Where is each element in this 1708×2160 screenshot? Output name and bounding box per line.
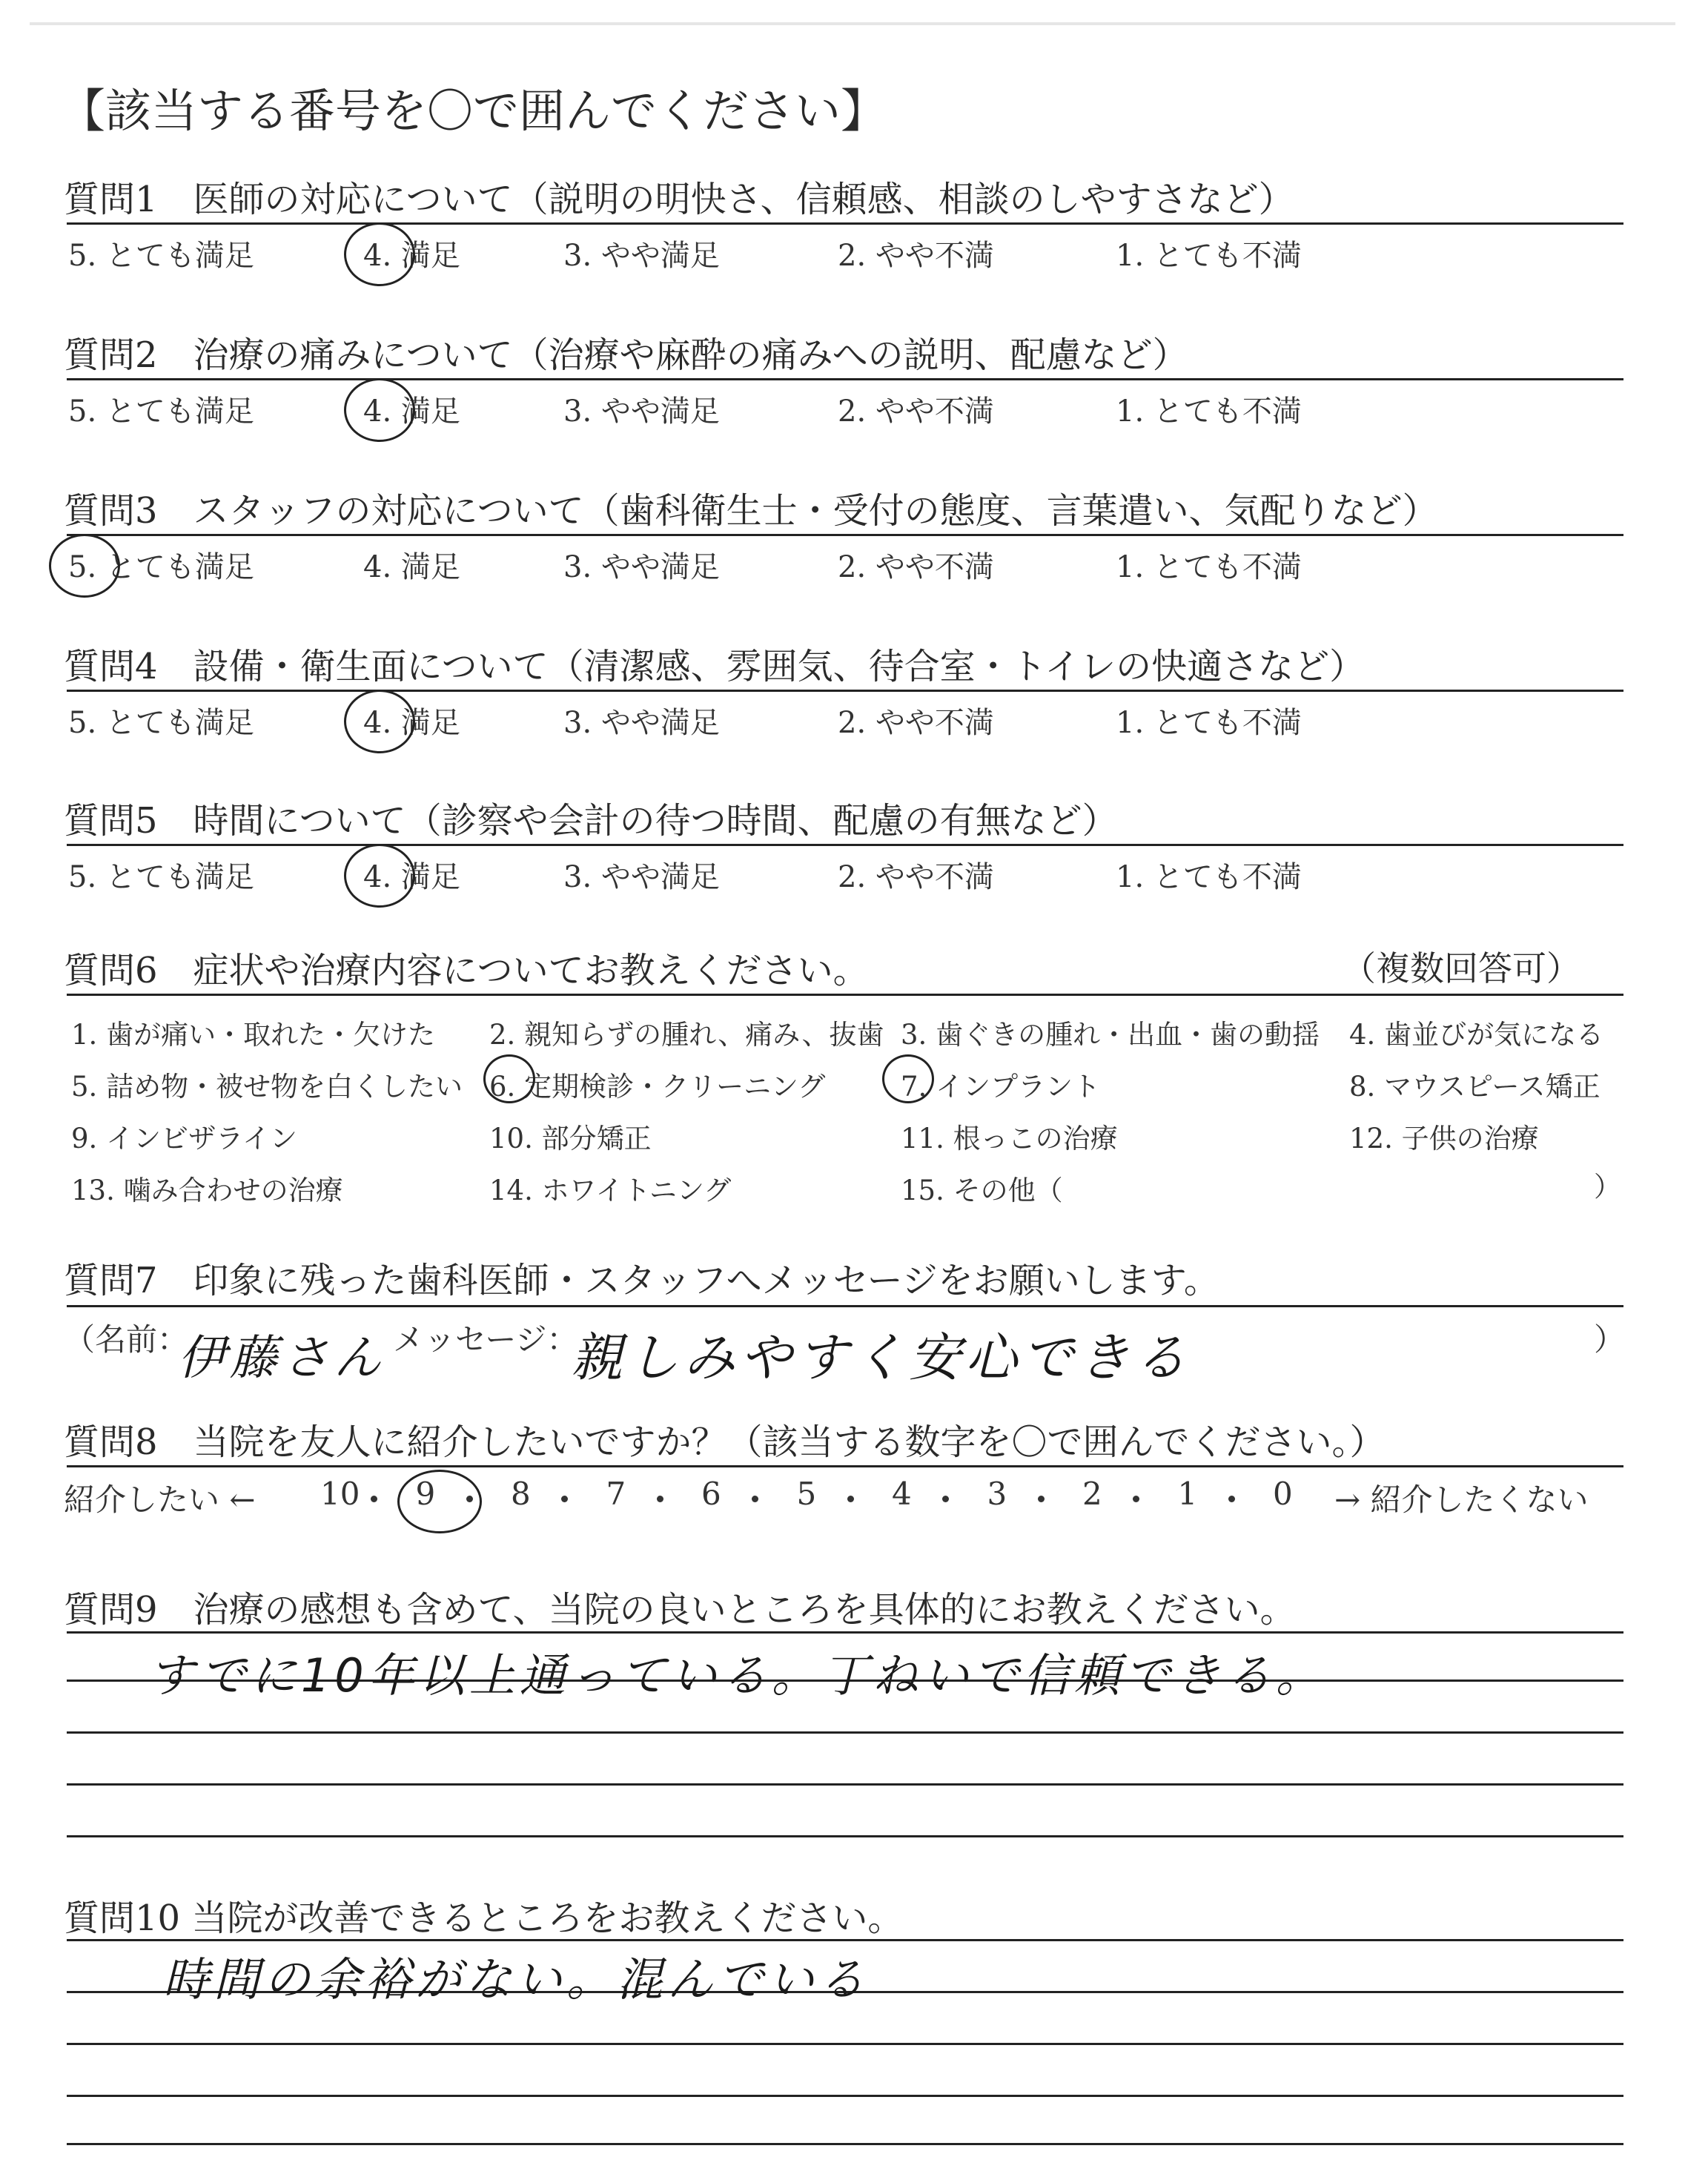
q8-answer-circle — [397, 1470, 482, 1533]
q8-scale-dot — [657, 1496, 663, 1502]
q7-close-paren: ） — [1594, 1321, 1626, 1358]
q2-answer-circle — [344, 378, 415, 442]
q6-item-11[interactable]: 11. 根っこの治療 — [901, 1123, 1118, 1155]
q8-scale-0[interactable]: 0 — [1273, 1476, 1293, 1512]
q8-scale-dot — [1038, 1496, 1045, 1502]
q8-scale-8[interactable]: 8 — [511, 1476, 531, 1512]
q10-answer-handwriting: 時間の余裕がない。混んでいる — [163, 1952, 870, 2007]
q7-message-label: メッセージ： — [393, 1321, 578, 1358]
q6-item-8[interactable]: 8. マウスピース矯正 — [1349, 1071, 1601, 1103]
q5-rule — [67, 844, 1623, 846]
q8-scale-9[interactable]: 9 — [415, 1476, 436, 1512]
q8-scale-dot — [942, 1496, 949, 1502]
q5-answer-circle — [344, 844, 415, 908]
q9-heading: 質問9 治療の感想も含めて、当院の良いところを具体的にお教えください。 — [64, 1589, 1296, 1631]
q6-item-14[interactable]: 14. ホワイトニング — [489, 1175, 732, 1206]
q2-option-3[interactable]: 3. やや満足 — [563, 394, 720, 429]
q10-rule-4 — [67, 2095, 1623, 2097]
q1-rule — [67, 222, 1623, 225]
q9-rule-1 — [67, 1631, 1623, 1634]
q8-scale-dot — [1228, 1496, 1235, 1502]
q3-option-3[interactable]: 3. やや満足 — [563, 550, 720, 584]
q1-answer-circle — [344, 222, 415, 286]
q3-option-1[interactable]: 1. とても不満 — [1116, 550, 1302, 584]
q4-option-2[interactable]: 2. やや不満 — [838, 706, 994, 740]
q1-option-1[interactable]: 1. とても不満 — [1116, 239, 1302, 273]
q3-answer-circle — [49, 534, 120, 598]
q8-scale-3[interactable]: 3 — [987, 1476, 1007, 1512]
q6-item-10[interactable]: 10. 部分矯正 — [489, 1123, 652, 1155]
q4-answer-circle — [344, 690, 415, 753]
q3-option-4[interactable]: 4. 満足 — [363, 550, 460, 584]
q6-item-12[interactable]: 12. 子供の治療 — [1349, 1123, 1539, 1155]
q8-scale-dot — [752, 1496, 758, 1502]
q6-item-15[interactable]: 15. その他（ — [901, 1175, 1063, 1206]
q5-option-4[interactable]: 4. 満足 — [363, 860, 460, 894]
q7-name-label: （名前： — [64, 1321, 189, 1358]
q6-item-5[interactable]: 5. 詰め物・被せ物を白くしたい — [71, 1071, 463, 1103]
q8-right-label: → 紹介したくない — [1334, 1482, 1589, 1518]
q9-rule-3 — [67, 1731, 1623, 1734]
q8-scale-dot — [1133, 1496, 1139, 1502]
page-title: 【該当する番号を〇で囲んでください】 — [59, 84, 887, 138]
q7-message-handwriting: 親しみやすく安心できる — [571, 1327, 1191, 1388]
q4-rule — [67, 690, 1623, 692]
q8-scale-2[interactable]: 2 — [1082, 1476, 1102, 1512]
q10-heading: 質問10 当院が改善できるところをお教えください。 — [64, 1898, 904, 1939]
q4-option-3[interactable]: 3. やや満足 — [563, 706, 720, 740]
q8-scale-7[interactable]: 7 — [606, 1476, 626, 1512]
q8-scale-4[interactable]: 4 — [892, 1476, 912, 1512]
q9-rule-5 — [67, 1835, 1623, 1837]
q6-item-1[interactable]: 1. 歯が痛い・取れた・欠けた — [71, 1019, 436, 1051]
q6-rule — [67, 994, 1623, 996]
q6-item-6[interactable]: 6. 定期検診・クリーニング — [489, 1071, 826, 1103]
q1-option-3[interactable]: 3. やや満足 — [563, 239, 720, 273]
q9-answer-handwriting: すでに10年以上通っている。丁ねいで信頼できる。 — [148, 1648, 1326, 1702]
q3-rule — [67, 534, 1623, 536]
q6-heading: 質問6 症状や治療内容についてお教えください。 — [64, 950, 869, 991]
q8-scale-dot — [561, 1496, 568, 1502]
q6-item-7[interactable]: 7. インプラント — [901, 1071, 1101, 1103]
q8-left-label: 紹介したい ← — [64, 1482, 256, 1518]
q8-heading: 質問8 当院を友人に紹介したいですか？（該当する数字を〇で囲んでください。） — [64, 1421, 1386, 1463]
q8-rule — [67, 1465, 1623, 1467]
q9-rule-4 — [67, 1783, 1623, 1786]
q10-rule-1 — [67, 1939, 1623, 1941]
q6-other-close: ） — [1594, 1171, 1621, 1203]
q3-option-2[interactable]: 2. やや不満 — [838, 550, 994, 584]
q2-option-4[interactable]: 4. 満足 — [363, 394, 460, 429]
q6-note: （複数回答可） — [1342, 948, 1580, 988]
q1-option-2[interactable]: 2. やや不満 — [838, 239, 994, 273]
q8-scale-1[interactable]: 1 — [1177, 1476, 1198, 1512]
q8-scale-5[interactable]: 5 — [796, 1476, 817, 1512]
q3-heading: 質問3 スタッフの対応について（歯科衛生士・受付の態度、言葉遣い、気配りなど） — [64, 490, 1438, 532]
q5-option-1[interactable]: 1. とても不満 — [1116, 860, 1302, 894]
q10-rule-3 — [67, 2043, 1623, 2045]
q1-option-4[interactable]: 4. 満足 — [363, 239, 460, 273]
q2-rule — [67, 378, 1623, 380]
q7-rule — [67, 1305, 1623, 1307]
q6-item-3[interactable]: 3. 歯ぐきの腫れ・出血・歯の動揺 — [901, 1019, 1320, 1051]
q6-item-9[interactable]: 9. インビザライン — [71, 1123, 297, 1155]
q5-option-2[interactable]: 2. やや不満 — [838, 860, 994, 894]
q2-option-1[interactable]: 1. とても不満 — [1116, 394, 1302, 429]
q6-item-2[interactable]: 2. 親知らずの腫れ、痛み、抜歯 — [489, 1019, 884, 1051]
q2-option-5[interactable]: 5. とても満足 — [68, 394, 254, 429]
q5-option-3[interactable]: 3. やや満足 — [563, 860, 720, 894]
q6-answer-circle-6 — [483, 1054, 535, 1103]
q6-item-13[interactable]: 13. 噛み合わせの治療 — [71, 1175, 343, 1206]
q7-name-handwriting: 伊藤さん — [178, 1331, 385, 1386]
q2-heading: 質問2 治療の痛みについて（治療や麻酔の痛みへの説明、配慮など） — [64, 334, 1188, 376]
q6-answer-circle-7 — [882, 1054, 934, 1103]
q10-rule-5 — [67, 2143, 1623, 2145]
q5-heading: 質問5 時間について（診察や会計の待つ時間、配慮の有無など） — [64, 800, 1118, 842]
scan-edge — [30, 22, 1675, 25]
q1-heading: 質問1 医師の対応について（説明の明快さ、信頼感、相談のしやすさなど） — [64, 179, 1294, 220]
q2-option-2[interactable]: 2. やや不満 — [838, 394, 994, 429]
q7-heading: 質問7 印象に残った歯科医師・スタッフへメッセージをお願いします。 — [64, 1260, 1219, 1301]
q8-scale-dot — [847, 1496, 854, 1502]
q3-option-5[interactable]: 5. とても満足 — [68, 550, 254, 584]
q4-heading: 質問4 設備・衛生面について（清潔感、雰囲気、待合室・トイレの快適さなど） — [64, 646, 1366, 687]
q8-scale-10[interactable]: 10 — [320, 1476, 360, 1512]
q4-option-4[interactable]: 4. 満足 — [363, 706, 460, 740]
q5-option-5[interactable]: 5. とても満足 — [68, 860, 254, 894]
q8-scale-6[interactable]: 6 — [701, 1476, 721, 1512]
q4-option-1[interactable]: 1. とても不満 — [1116, 706, 1302, 740]
q4-option-5[interactable]: 5. とても満足 — [68, 706, 254, 740]
q1-option-5[interactable]: 5. とても満足 — [68, 239, 254, 273]
q8-scale-dot — [371, 1496, 377, 1502]
q6-item-4[interactable]: 4. 歯並びが気になる — [1349, 1019, 1604, 1051]
